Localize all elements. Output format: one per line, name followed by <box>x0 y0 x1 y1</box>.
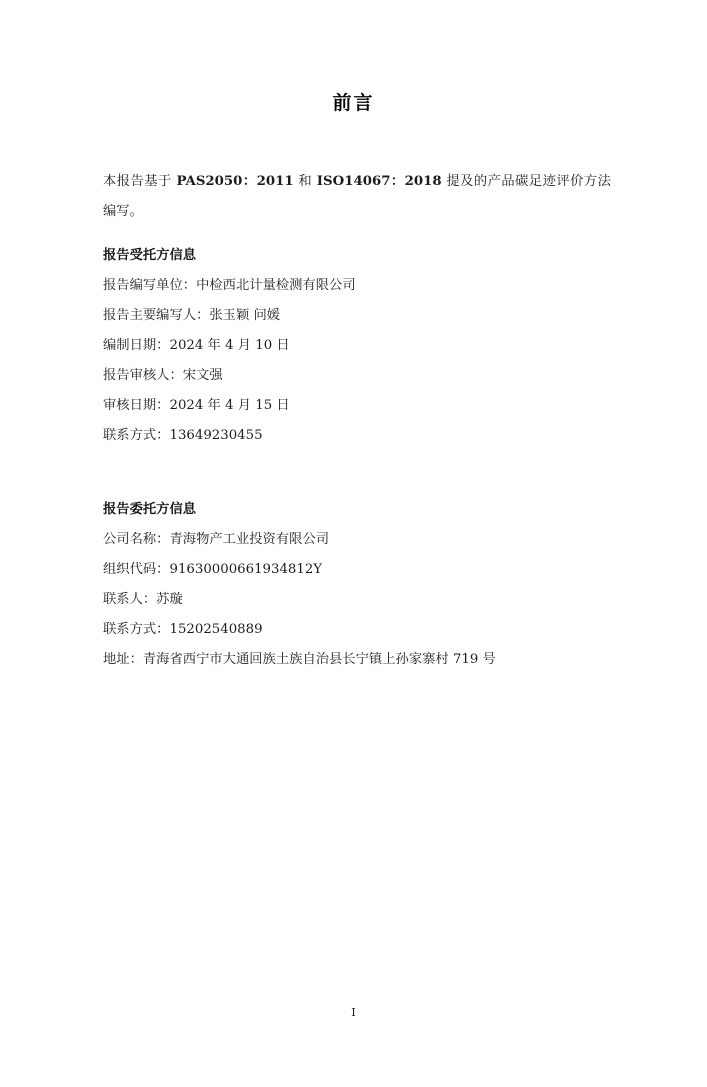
section-heading-client-party: 报告委托方信息 <box>103 502 197 517</box>
intro-paragraph <box>103 167 611 227</box>
intro-middle: 和 <box>293 174 317 189</box>
intro-prefix: 本报告基于 <box>103 174 177 189</box>
document-body <box>0 167 707 675</box>
section-spacer <box>103 451 611 481</box>
list-item: 公司名称：青海物产工业投资有限公司 <box>103 532 330 547</box>
page-number: I <box>351 1005 356 1019</box>
list-item: 联系人：苏璇 <box>103 592 183 607</box>
section-heading-entrusted-party: 报告受托方信息 <box>103 248 197 263</box>
list-item: 编制日期：2024 年 4 月 10 日 <box>103 338 290 353</box>
list-item: 报告主要编写人：张玉颖 问媛 <box>103 308 281 323</box>
document-page <box>0 88 707 1087</box>
list-item: 报告编写单位：中检西北计量检测有限公司 <box>103 278 356 293</box>
list-item: 联系方式：15202540889 <box>103 622 263 637</box>
list-item: 组织代码：91630000661934812Y <box>103 562 323 577</box>
list-item: 审核日期：2024 年 4 月 15 日 <box>103 398 290 413</box>
list-item: 地址：青海省西宁市大通回族土族自治县长宁镇上孙家寨村 719 号 <box>103 652 496 667</box>
standard-pas2050: PAS2050：2011 <box>176 174 294 189</box>
list-item: 报告审核人：宋文强 <box>103 368 223 383</box>
standard-iso14067: ISO14067：2018 <box>316 174 442 189</box>
list-item: 联系方式：13649230455 <box>103 428 263 443</box>
page-title: 前言 <box>332 92 375 114</box>
intro-suffix: 提及的产品碳足迹评价方法编写。 <box>103 174 611 219</box>
